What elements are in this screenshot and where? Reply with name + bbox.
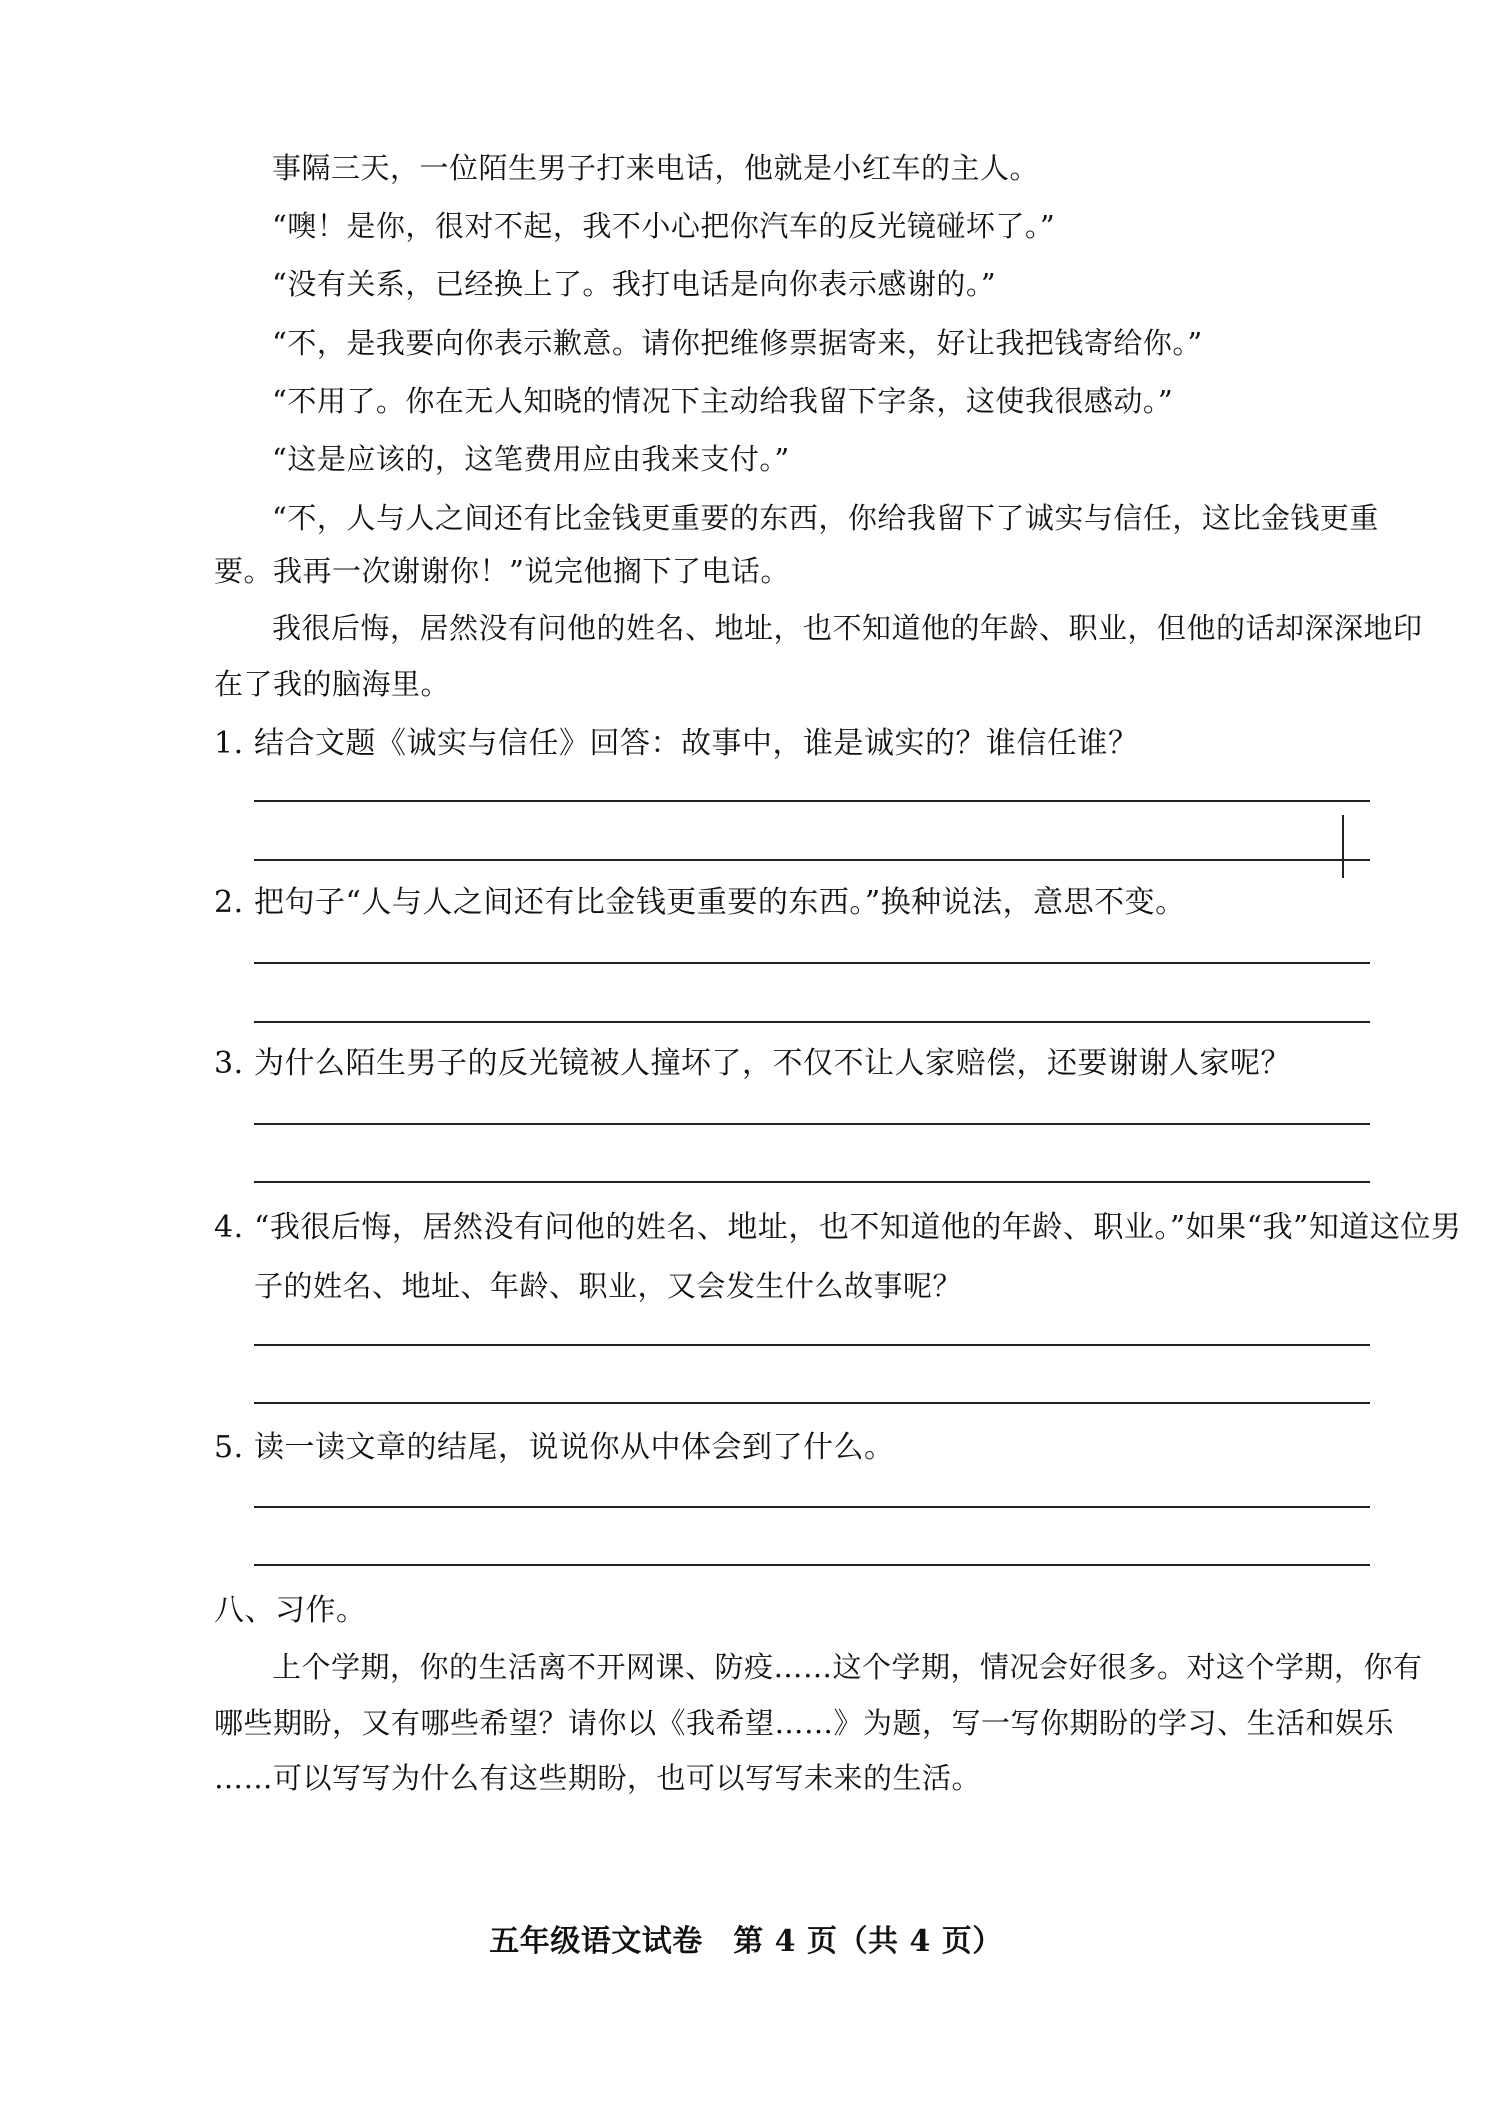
answer-line[interactable] bbox=[254, 859, 1370, 861]
question-number: 1. bbox=[214, 726, 244, 761]
story-paragraph-8-line1: 我很后悔，居然没有问他的姓名、地址，也不知道他的年龄、职业，但他的话却深深地印 bbox=[272, 611, 1423, 645]
question-number: 5. bbox=[214, 1430, 244, 1465]
answer-line[interactable] bbox=[254, 1564, 1370, 1566]
question-text: 结合文题《诚实与信任》回答：故事中，谁是诚实的？谁信任谁？ bbox=[254, 726, 1139, 761]
section-title: 八、习作。 bbox=[214, 1593, 367, 1628]
question-text: “我很后悔，居然没有问他的姓名、地址，也不知道他的年龄、职业。”如果“我”知道这位男 bbox=[254, 1210, 1462, 1245]
question-2 bbox=[214, 883, 1186, 923]
answer-line[interactable] bbox=[254, 962, 1370, 964]
answer-line[interactable] bbox=[254, 1506, 1370, 1508]
answer-line[interactable] bbox=[254, 1181, 1370, 1183]
story-paragraph-2: “噢！是你，很对不起，我不小心把你汽车的反光镜碰坏了。” bbox=[272, 209, 1056, 243]
question-text: 为什么陌生男子的反光镜被人撞坏了，不仅不让人家赔偿，还要谢谢人家呢？ bbox=[254, 1046, 1291, 1081]
question-text: 把句子“人与人之间还有比金钱更重要的东西。”换种说法，意思不变。 bbox=[254, 885, 1186, 920]
composition-prompt-line3: ……可以写写为什么有这些期盼，也可以写写未来的生活。 bbox=[214, 1761, 982, 1795]
question-number: 2. bbox=[214, 885, 244, 920]
story-paragraph-3: “没有关系，已经换上了。我打电话是向你表示感谢的。” bbox=[272, 267, 997, 301]
composition-prompt-line1: 上个学期，你的生活离不开网课、防疫……这个学期，情况会好很多。对这个学期，你有 bbox=[272, 1650, 1423, 1684]
margin-mark bbox=[1342, 864, 1344, 878]
answer-line[interactable] bbox=[254, 800, 1370, 802]
question-1 bbox=[214, 724, 1139, 764]
question-text: 读一读文章的结尾，说说你从中体会到了什么。 bbox=[254, 1430, 895, 1465]
answer-line[interactable] bbox=[254, 1344, 1370, 1346]
question-number: 3. bbox=[214, 1046, 244, 1081]
story-paragraph-7-line2: 要。我再一次谢谢你！”说完他搁下了电话。 bbox=[214, 554, 790, 588]
story-paragraph-6: “这是应该的，这笔费用应由我来支付。” bbox=[272, 442, 790, 476]
answer-line[interactable] bbox=[254, 1402, 1370, 1404]
story-paragraph-4: “不，是我要向你表示歉意。请你把维修票据寄来，好让我把钱寄给你。” bbox=[272, 326, 1203, 360]
story-paragraph-5: “不用了。你在无人知晓的情况下主动给我留下字条，这使我很感动。” bbox=[272, 384, 1174, 418]
composition-prompt-line2: 哪些期盼，又有哪些希望？请你以《我希望……》为题，写一写你期盼的学习、生活和娱乐 bbox=[214, 1706, 1395, 1740]
story-paragraph-8-line2: 在了我的脑海里。 bbox=[214, 667, 451, 701]
answer-line[interactable] bbox=[254, 1123, 1370, 1125]
question-5 bbox=[214, 1428, 895, 1468]
story-paragraph-7-line1: “不，人与人之间还有比金钱更重要的东西，你给我留下了诚实与信任，这比金钱更重 bbox=[272, 501, 1379, 535]
question-4 bbox=[214, 1208, 1461, 1248]
question-number: 4. bbox=[214, 1210, 244, 1245]
story-paragraph-1: 事隔三天，一位陌生男子打来电话，他就是小红车的主人。 bbox=[272, 151, 1040, 185]
question-3 bbox=[214, 1044, 1291, 1084]
page-footer: 五年级语文试卷 第 4 页（共 4 页） bbox=[489, 1924, 1003, 1959]
margin-mark bbox=[1342, 815, 1344, 865]
question-4-continued: 子的姓名、地址、年龄、职业，又会发生什么故事呢？ bbox=[254, 1269, 963, 1303]
answer-line[interactable] bbox=[254, 1021, 1370, 1023]
